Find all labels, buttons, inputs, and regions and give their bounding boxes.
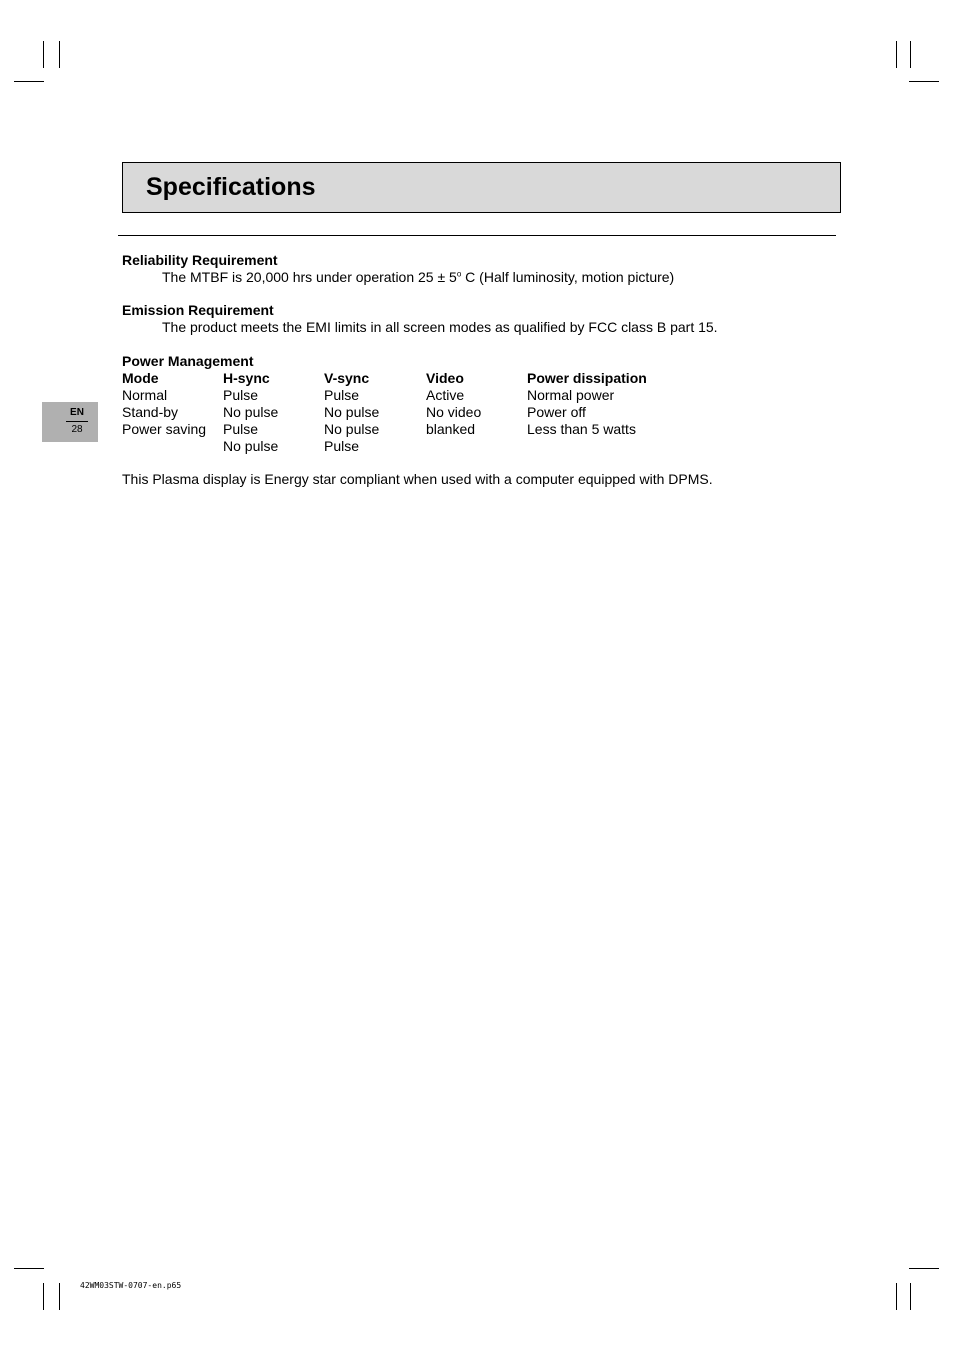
crop-mark	[896, 1283, 897, 1310]
emission-text: The product meets the EMI limits in all screen modes as qualified by FCC class B part 15.	[162, 319, 718, 335]
column-header-h-sync: H-sync	[223, 370, 270, 386]
table-cell	[527, 438, 647, 455]
language-label: EN	[70, 407, 84, 418]
reliability-text-rest: C (Half luminosity, motion picture)	[461, 269, 675, 285]
reliability-heading: Reliability Requirement	[122, 252, 278, 268]
emission-heading: Emission Requirement	[122, 302, 274, 318]
crop-mark	[910, 41, 911, 68]
crop-mark	[910, 1283, 911, 1310]
table-cell: Pulse	[223, 387, 259, 403]
table-cell: No video	[426, 404, 482, 420]
table-cell	[122, 438, 223, 455]
section-divider	[118, 235, 836, 236]
language-page-tab	[42, 402, 98, 442]
reliability-text-main: The MTBF is 20,000 hrs under operation 25 ± 5	[162, 269, 457, 285]
crop-mark	[909, 1268, 939, 1269]
crop-mark	[43, 41, 44, 68]
table-cell: blanked	[426, 421, 476, 437]
crop-mark	[909, 81, 939, 82]
table-cell: Pulse	[223, 421, 259, 437]
column-header-v-sync: V-sync	[324, 370, 370, 386]
crop-mark	[59, 1283, 60, 1310]
page-title: Specifications	[146, 173, 316, 201]
table-cell: Power off	[527, 404, 586, 420]
footer-file-name: 42WM03STW-0707-en.p65	[80, 1281, 182, 1290]
table-cell: Pulse	[324, 387, 360, 403]
table-header-row	[122, 370, 647, 387]
table-cell: Pulse	[324, 438, 360, 454]
table-cell: Power saving	[122, 421, 207, 437]
power-management-table	[122, 370, 647, 455]
column-header-video: Video	[426, 370, 464, 386]
table-cell: No pulse	[223, 404, 279, 420]
reliability-text	[162, 269, 674, 286]
page-number: 28	[71, 424, 83, 435]
column-header-power-dissipation: Power dissipation	[527, 370, 647, 386]
crop-mark	[14, 81, 44, 82]
power-management-heading: Power Management	[122, 353, 254, 369]
crop-mark	[59, 41, 60, 68]
table-row	[122, 421, 647, 438]
table-cell	[426, 438, 527, 455]
table-row	[122, 438, 647, 455]
energy-star-text: This Plasma display is Energy star compliant when used with a computer equipped with DPMS.	[122, 471, 713, 487]
table-cell: Active	[426, 387, 465, 403]
crop-mark	[14, 1268, 44, 1269]
tab-divider	[66, 421, 88, 422]
title-box	[122, 162, 841, 213]
degree-symbol: o	[456, 269, 462, 279]
table-cell: Stand-by	[122, 404, 179, 420]
table-row	[122, 404, 647, 421]
table-cell: Normal power	[527, 387, 615, 403]
crop-mark	[896, 41, 897, 68]
table-row	[122, 387, 647, 404]
column-header-mode: Mode	[122, 370, 159, 386]
table-cell: Less than 5 watts	[527, 421, 636, 437]
table-cell: No pulse	[324, 421, 380, 437]
table-cell: Normal	[122, 387, 168, 403]
table-cell: No pulse	[223, 438, 279, 454]
table-cell: No pulse	[324, 404, 380, 420]
crop-mark	[43, 1283, 44, 1310]
